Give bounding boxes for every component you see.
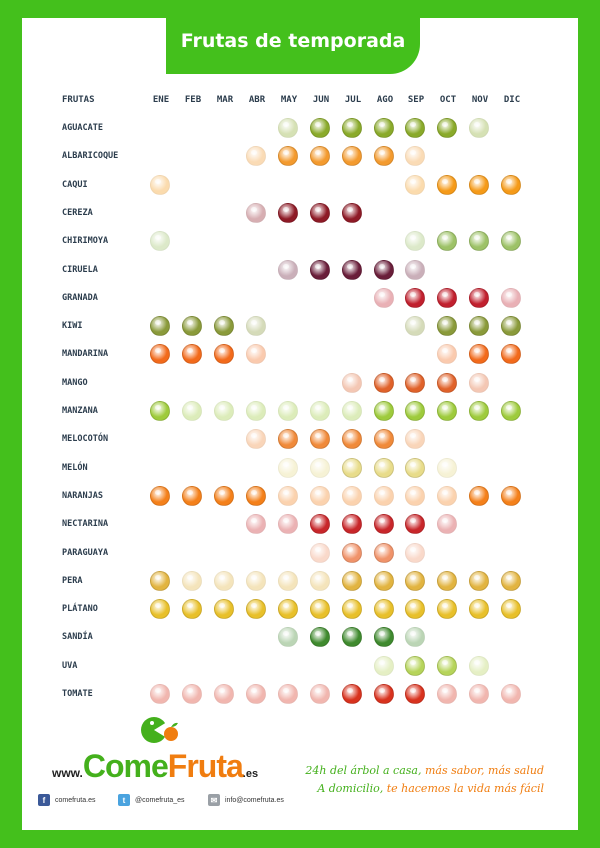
apple-icon xyxy=(501,401,521,421)
fruit-name: CAQUI xyxy=(62,179,88,190)
apple-icon xyxy=(374,401,394,421)
apple-icon xyxy=(278,401,298,421)
pear-icon xyxy=(342,571,362,591)
fruit-name: AGUACATE xyxy=(62,123,103,133)
tomato-icon xyxy=(246,684,266,704)
tomato-icon xyxy=(310,684,330,704)
twitter-link[interactable] xyxy=(118,794,185,806)
avocado-icon xyxy=(405,118,425,138)
kiwi-icon xyxy=(214,316,234,336)
banana-icon xyxy=(182,599,202,619)
pear-icon xyxy=(278,571,298,591)
banana-icon xyxy=(437,599,457,619)
fruit-name: PERA xyxy=(62,575,83,586)
plum-icon xyxy=(405,260,425,280)
pomegranate-icon xyxy=(374,288,394,308)
fruit-name: MELOCOTÓN xyxy=(62,434,109,445)
pear-icon xyxy=(374,571,394,591)
banana-icon xyxy=(150,599,170,619)
cherry-icon xyxy=(310,203,330,223)
month-header: OCT xyxy=(439,95,457,105)
apple-icon xyxy=(469,401,489,421)
email-address: info@comefruta.es xyxy=(225,796,284,804)
month-header: DIC xyxy=(503,95,521,105)
orange-icon xyxy=(342,486,362,506)
fruit-name: GRANADA xyxy=(62,292,98,303)
slogan-line-1-a: 24h del árbol a casa, xyxy=(305,764,425,777)
banana-icon xyxy=(246,599,266,619)
persimmon-icon xyxy=(501,175,521,195)
slogan-line-2-a: A domicilio, xyxy=(317,782,387,795)
twitter-handle: @comefruta_es xyxy=(135,796,185,804)
flat-peach-icon xyxy=(310,543,330,563)
orange-icon xyxy=(405,486,425,506)
plum-icon xyxy=(310,260,330,280)
melon-icon xyxy=(278,458,298,478)
mango-icon xyxy=(405,373,425,393)
mango-icon xyxy=(374,373,394,393)
avocado-icon xyxy=(374,118,394,138)
email-link[interactable] xyxy=(208,794,284,806)
month-header: AGO xyxy=(376,95,394,105)
month-header: MAR xyxy=(216,95,234,105)
orange-icon xyxy=(437,486,457,506)
pear-icon xyxy=(214,571,234,591)
tomato-icon xyxy=(150,684,170,704)
tomato-icon xyxy=(214,684,234,704)
apple-icon xyxy=(405,401,425,421)
fruit-name: CIRUELA xyxy=(62,264,98,275)
tomato-icon xyxy=(501,684,521,704)
persimmon-icon xyxy=(405,175,425,195)
banana-icon xyxy=(469,599,489,619)
avocado-icon xyxy=(278,118,298,138)
mango-icon xyxy=(342,373,362,393)
fruit-name: MANDARINA xyxy=(62,349,109,360)
pomegranate-icon xyxy=(405,288,425,308)
pear-icon xyxy=(405,571,425,591)
banana-icon xyxy=(214,599,234,619)
orange-icon xyxy=(469,486,489,506)
logo-www: www. xyxy=(52,766,83,780)
logo-fruta: Fruta xyxy=(167,748,243,784)
cherry-icon xyxy=(246,203,266,223)
avocado-icon xyxy=(310,118,330,138)
banana-icon xyxy=(405,599,425,619)
melon-icon xyxy=(342,458,362,478)
facebook-link[interactable] xyxy=(38,794,95,806)
month-header: JUN xyxy=(312,95,330,105)
page-title: Frutas de temporada xyxy=(180,30,406,52)
comefruta-logo-icon xyxy=(140,712,180,748)
apple-icon xyxy=(342,401,362,421)
kiwi-icon xyxy=(437,316,457,336)
orange-icon xyxy=(182,486,202,506)
slogan-line-1 xyxy=(305,764,544,777)
month-header: ABR xyxy=(248,95,266,105)
fruit-name: NECTARINA xyxy=(62,519,109,530)
persimmon-icon xyxy=(437,175,457,195)
orange-icon xyxy=(214,486,234,506)
apple-icon xyxy=(310,401,330,421)
apple-icon xyxy=(214,401,234,421)
grape-icon xyxy=(469,656,489,676)
banana-icon xyxy=(278,599,298,619)
slogan-line-1-b: más sabor, más salud xyxy=(424,764,544,777)
month-header: SEP xyxy=(407,95,425,105)
month-header: NOV xyxy=(471,95,489,105)
pear-icon xyxy=(437,571,457,591)
flat-peach-icon xyxy=(374,543,394,563)
facebook-handle: comefruta.es xyxy=(55,796,96,804)
tomato-icon xyxy=(278,684,298,704)
flat-peach-icon xyxy=(405,543,425,563)
tomato-icon xyxy=(437,684,457,704)
month-header: FEB xyxy=(184,95,202,105)
plum-icon xyxy=(374,260,394,280)
pear-icon xyxy=(182,571,202,591)
avocado-icon xyxy=(469,118,489,138)
grape-icon xyxy=(437,656,457,676)
kiwi-icon xyxy=(469,316,489,336)
month-header: MAY xyxy=(280,95,298,105)
orange-icon xyxy=(310,486,330,506)
fruit-name: MANGO xyxy=(62,377,88,388)
orange-icon xyxy=(246,486,266,506)
melon-icon xyxy=(310,458,330,478)
tomato-icon xyxy=(469,684,489,704)
apple-icon xyxy=(246,401,266,421)
pomegranate-icon xyxy=(501,288,521,308)
persimmon-icon xyxy=(150,175,170,195)
mango-icon xyxy=(469,373,489,393)
banana-icon xyxy=(342,599,362,619)
fruit-name: CHIRIMOYA xyxy=(62,236,109,247)
mango-icon xyxy=(437,373,457,393)
tomato-icon xyxy=(342,684,362,704)
melon-icon xyxy=(374,458,394,478)
cherry-icon xyxy=(278,203,298,223)
apple-icon xyxy=(437,401,457,421)
tomato-icon xyxy=(182,684,202,704)
banana-icon xyxy=(310,599,330,619)
pomegranate-icon xyxy=(437,288,457,308)
cherry-icon xyxy=(342,203,362,223)
apple-icon xyxy=(150,401,170,421)
fruit-name: UVA xyxy=(62,660,78,671)
pear-icon xyxy=(469,571,489,591)
plum-icon xyxy=(278,260,298,280)
apple-icon xyxy=(182,401,202,421)
pomegranate-icon xyxy=(469,288,489,308)
fruit-name: SANDÍA xyxy=(62,632,93,643)
pear-icon xyxy=(150,571,170,591)
orange-icon xyxy=(150,486,170,506)
fruit-name: MANZANA xyxy=(62,406,98,416)
slogan-line-2 xyxy=(317,782,544,795)
month-header: JUL xyxy=(344,95,362,105)
kiwi-icon xyxy=(405,316,425,336)
melon-icon xyxy=(405,458,425,478)
pear-icon xyxy=(310,571,330,591)
fruit-name: PARAGUAYA xyxy=(62,547,109,558)
orange-icon xyxy=(374,486,394,506)
fruit-name: MELÓN xyxy=(62,462,88,473)
orange-icon xyxy=(278,486,298,506)
persimmon-icon xyxy=(469,175,489,195)
plum-icon xyxy=(342,260,362,280)
kiwi-icon xyxy=(150,316,170,336)
slogan-line-2-b: te hacemos la vida más fácil xyxy=(386,782,544,795)
fruit-name: PLÁTANO xyxy=(62,604,98,615)
comefruta-logo xyxy=(52,748,258,785)
banana-icon xyxy=(374,599,394,619)
kiwi-icon xyxy=(501,316,521,336)
logo-come: Come xyxy=(82,748,168,784)
fruit-name: TOMATE xyxy=(62,689,93,699)
fruit-name: ALBARICOQUE xyxy=(62,151,119,162)
avocado-icon xyxy=(437,118,457,138)
kiwi-icon xyxy=(182,316,202,336)
melon-icon xyxy=(437,458,457,478)
tomato-icon xyxy=(374,684,394,704)
avocado-icon xyxy=(342,118,362,138)
orange-icon xyxy=(501,486,521,506)
month-header: ENE xyxy=(152,95,170,105)
banana-icon xyxy=(501,599,521,619)
facebook-icon: f xyxy=(38,794,50,806)
grape-icon xyxy=(405,656,425,676)
logo-es: .es xyxy=(242,768,259,780)
pear-icon xyxy=(501,571,521,591)
fruits-column-header: FRUTAS xyxy=(62,95,95,105)
kiwi-icon xyxy=(246,316,266,336)
flat-peach-icon xyxy=(342,543,362,563)
fruit-name: CEREZA xyxy=(62,207,93,218)
fruit-name: KIWI xyxy=(62,321,83,332)
pear-icon xyxy=(246,571,266,591)
twitter-icon: t xyxy=(118,794,130,806)
email-icon: ✉ xyxy=(208,794,220,806)
tomato-icon xyxy=(405,684,425,704)
fruit-name: NARANJAS xyxy=(62,490,103,501)
grape-icon xyxy=(374,656,394,676)
